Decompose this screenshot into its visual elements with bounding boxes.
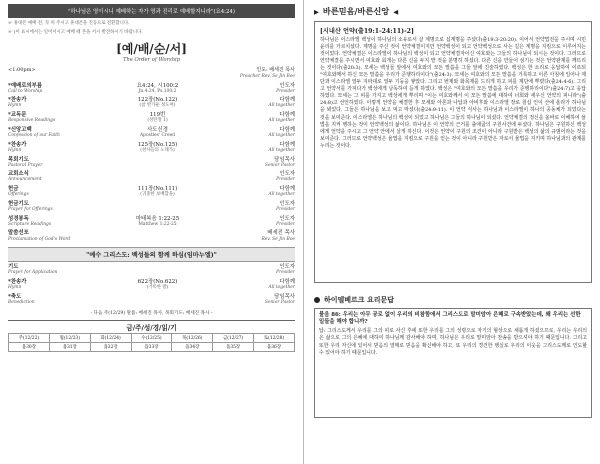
order-item-leader [215, 230, 295, 242]
order-item-ko: 교회소식 [8, 171, 29, 178]
order-item-ko: *교독문 [8, 112, 27, 119]
order-item-who: 배세진 목사 [267, 230, 295, 237]
reading-chapter-cell: 욥35장 [213, 342, 254, 351]
order-item-ko: 기도 [8, 264, 19, 271]
order-item-who-en: Presider [276, 270, 295, 276]
order-item-ko: *축도 [8, 293, 22, 300]
order-item [8, 171, 295, 183]
triangle-left-icon: ◀ [393, 7, 399, 16]
order-item-title [8, 142, 100, 154]
order-list [8, 83, 295, 243]
order-item [8, 186, 295, 198]
order-item-leader [215, 171, 295, 183]
reading-days-row [9, 333, 295, 342]
sermon-title-box: "예수 그리스도: 백성들의 함께 하심(임마누엘)" [8, 247, 295, 262]
order-item-leader [215, 201, 295, 213]
order-item [8, 294, 295, 306]
order-item-title [8, 230, 100, 242]
order-item-en: Pastoral Prayer [8, 162, 43, 168]
order-item-en: Hymn [8, 147, 22, 153]
scripture-banner: "하나님은 영이시니 예배하는 자가 영과 진리로 예배할지니라"(요4:24) [8, 4, 295, 18]
covenant-article-box [314, 21, 592, 283]
order-item-mid-en: (참 반가운 성도여) [139, 103, 176, 109]
order-item-ko: *예배로의부름 [8, 82, 43, 89]
catechism-heading-label: 하이델베르크 요리문답 [324, 295, 395, 304]
order-item-detail [113, 112, 203, 124]
order-item-who: 인도자 [279, 82, 295, 89]
catechism-answer: 답: 그리스도께서 우리를 그의 피로 사신 후에 또한 우리를 그의 성령으로 자기의 형상으로 새롭게 하셨으므로, 우리는 우리의 온 삶으로 그의 은혜에 대하여 하나님께 감사해야 하며, 하나님은 우리로 말미암아 찬송을 받으셔야 하기 때문입니다. 그리고 또한 우리 자신에 있어서 믿음의 열매로 믿음을 확신해야 하고, 또 우리의 경건한 행실로 우리의 이웃을 그리스도께로 인도할 수 있어야 하기 때문입니다. [319, 328, 587, 356]
order-item-en: Confession of our Faith [8, 133, 60, 139]
reading-chapter-cell: 욥33장 [131, 342, 172, 351]
order-item-detail [113, 279, 203, 291]
reading-chapters-row [9, 342, 295, 351]
reading-day-cell: 주(12/22) [9, 333, 50, 342]
order-item-leader [215, 186, 295, 198]
order-item-ko: 성경봉독 [8, 215, 29, 222]
order-item-detail [113, 186, 203, 198]
order-item-who: 인도자 [279, 264, 295, 271]
order-item-title [8, 216, 100, 228]
order-item [8, 127, 295, 139]
order-item-leader [215, 157, 295, 169]
order-item-mid: 122장(No.122) [137, 97, 178, 104]
order-item-detail [113, 127, 203, 139]
order-item-title [8, 264, 100, 276]
reading-chapter-cell: 욥31장 [49, 342, 90, 351]
triangle-right-icon: ▶ [314, 7, 319, 16]
order-item-title [8, 97, 100, 109]
teaching-column [304, 0, 600, 464]
order-item-who-en: Presider [276, 206, 295, 212]
order-item-mid-en: Matthew 1:22-25 [138, 221, 177, 227]
order-item-who: 담임목사 [274, 293, 295, 300]
order-item-leader [215, 279, 295, 291]
order-item-leader [215, 97, 295, 109]
order-item-leader [215, 127, 295, 139]
order-item-leader [215, 112, 295, 124]
order-item-who: 다함께 [279, 97, 295, 104]
order-item-mid-en: (성탄절 1) [147, 118, 168, 124]
article-body: 하나님은 이스라엘 백성이 하나님의 소유로서 살 계명으로 십계명을 주셨다(출19:3-20:20). 이어서 언약법전을 주시며 시민 윤리를 가르치셨다. 계명을 주신 것이 언약체결이지만 언약백성이 되고 언약백성으로 사는 길은 계명을 지킴으로 이루어지는 것이었다. 언약체결은 이스라엘이 하나님의 백성이 되고 언약체결자이신 여호와는 그들의 하나님이 되시는 것이다. 그러므로 언약체결을 주시면서 여호와 회개는 다른 신을 두지 말 것을 분명히 하셨다. 다른 신을 만들어 섬기는 것은 언약관계를 깨뜨리는 것이다(출20:3). 모세는 백성들 앞에서 여호와의 모든 말씀을 그들 앞에 진술하였다. 백성은 한 소리로 응답하여 이르되 "여호와께서 하신 모든 말씀을 우리가 준행하리이다"(출24:3). 모세는 여호와의 모든 말씀을 기록하고 이른 아침에 일어나 제단과 이스라엘 열두 지파대로 열두 기둥을 쌓았다. 그리고 번제와 화목제를 드리게 하고 피를 제단에 뿌렸다(출24:4-6). 그리고 언약서를 가져다가 백성에게 낭독하여 듣게 하였다. 백성은 "여호와의 모든 말씀을 우리가 준행하리이다"(출24:7)고 응답하였다. 모세는 그 피를 가지고 백성에게 뿌리며 "이는 여호와께서 이 모든 말씀에 대하여 너희와 세우신 언약의 피니라"(출24:8)고 선언하였다. 이렇게 언약을 체결한 후 모세와 아론과 나답과 아비후와 이스라엘 장로 칠십 인이 산에 올라가 하나님을 뵈었다. 그들은 하나님을 보고 먹고 마셨다(출24:9-11). 이 언약 식사는 하나님과 이스라엘이 하나의 공동체가 되었다는 것을 보여준다. 이스라엘은 하나님의 백성이 되었고 하나님은 그들의 하나님이 되셨다. 언약체결의 정신을 올바로 이해하여 율법을 지켜 행하는 것이 언약백성의 삶이다. 하나님은 이 언약의 근거를 출애굽의 구원사건에 두셨다. 하나님은 구원하신 백성에게 언약을 주시고 그 언약 안에서 살게 하신다. 이것은 언약이 구원의 조건이 아니라 구원받은 백성의 삶의 규범이라는 것을 보여준다. 그러므로 언약백성은 율법을 지킴으로 구원을 얻는 것이 아니라 구원받은 자로서 율법을 지키며 하나님과의 관계를 누리는 것이다. [320, 37, 586, 149]
order-item-en: Call to Worship [8, 88, 43, 94]
order-item [8, 201, 295, 213]
order-item-who-en: Senior Pastor [264, 162, 295, 168]
order-item-who-en: All together [268, 147, 295, 153]
order-item-ko: 목회기도 [8, 156, 29, 163]
catechism-question: 물음 86: 우리는 아무 공로 없이 우리의 비참함에서 그리스도로 말미암아 은혜로 구속받았는데, 왜 우리는 선한 일들을 해야 합니까? [319, 312, 581, 326]
order-item-ko: 말씀선포 [8, 230, 29, 237]
order-item-mid-en: (거룩한 밤) [146, 285, 169, 291]
order-item [8, 112, 295, 124]
order-item-mid: 125장(No.125) [137, 141, 178, 148]
preacher-ko: 인도: 배세진 목사 [256, 67, 295, 73]
order-item-title [8, 201, 100, 213]
order-item [8, 264, 295, 276]
order-item-who: 다함께 [279, 126, 295, 133]
preacher-info [240, 67, 295, 80]
order-item [8, 83, 295, 95]
order-item-who-en: Presider [276, 177, 295, 183]
order-item-title [8, 171, 100, 183]
next-week-leaders: - 다음 주(12/29) 말씀: 배세진 목사, 목회기도: 배세진 목사 - [90, 310, 213, 316]
order-item-detail [113, 83, 203, 95]
order-item [8, 230, 295, 242]
order-item-mid: 요4:24, 시100:2 [136, 82, 179, 89]
order-item-who: 다함께 [279, 186, 295, 193]
article-title: [시내산 언약(출19:1-24:11)-2] [320, 28, 414, 35]
reading-day-cell: 수(12/25) [131, 333, 172, 342]
order-item-en: Scripture Readings [8, 221, 52, 227]
order-item-en: Offerings [8, 192, 29, 198]
reading-day-cell: 목(12/26) [172, 333, 213, 342]
order-item-who-en: All together [268, 192, 295, 198]
order-item-mid-en: (천사들의 노래가) [140, 147, 175, 153]
bullet-dot-icon [314, 297, 320, 303]
order-item-ko: *신앙고백 [8, 126, 32, 133]
order-item [8, 142, 295, 154]
order-item-en: Responsive Readings [8, 118, 56, 124]
order-item-en: Proclamation of God's Word [8, 236, 71, 242]
order-item-detail [113, 142, 203, 154]
order-item-ko: *찬송가 [8, 141, 27, 148]
order-item-mid: 마태복음 1:22-25 [135, 215, 180, 222]
order-list-after-sermon [8, 264, 295, 306]
order-item-title [8, 83, 100, 95]
order-item-leader [215, 216, 295, 228]
order-item-detail [113, 97, 203, 109]
order-item-who-en: Senior Pastor [264, 299, 295, 305]
page-title: [예/배/순/서] [116, 42, 187, 56]
reading-plan-title: 금/주/성/경/읽/기 [8, 320, 295, 332]
right-section-heading [314, 6, 592, 17]
service-time: <1:00pm> [8, 67, 36, 73]
order-item-mid-en: Jn.4:24, Ps.100:2 [138, 88, 177, 94]
order-item [8, 279, 295, 291]
catechism-box [314, 308, 592, 418]
service-time-row [8, 67, 295, 80]
order-item [8, 157, 295, 169]
order-item-mid: 사도신경 [147, 126, 168, 133]
order-item-en: Prayer for Application [8, 270, 58, 276]
order-item-en: Prayer for Offerings [8, 206, 53, 212]
order-item-leader [215, 142, 295, 154]
order-item-mid-en: Apostles' Creed [140, 133, 175, 139]
catechism-heading [314, 295, 592, 305]
order-item-ko: *찬송가 [8, 278, 27, 285]
order-item-ko: 헌금기도 [8, 200, 29, 207]
order-item-title [8, 127, 100, 139]
order-item-title [8, 279, 100, 291]
order-item-who-en: All together [268, 118, 295, 124]
order-item-title [8, 294, 100, 306]
order-item-who: 인도자 [279, 171, 295, 178]
order-item [8, 97, 295, 109]
order-item-who-en: All together [268, 103, 295, 109]
order-item-leader [215, 264, 295, 276]
reading-day-cell: 금(12/27) [213, 333, 254, 342]
order-item-who-en: Rev. Se Jin Boe [261, 236, 295, 242]
order-item-leader [215, 294, 295, 306]
order-item-who-en: All together [268, 285, 295, 291]
order-item-en: Benediction [8, 299, 35, 305]
order-item-who: 담임목사 [274, 156, 295, 163]
notice-phone: ☞ 휴대폰 예배 전, 꼭 꺼 주시고 휴대폰을 진동으로 전환합니다. [8, 21, 130, 26]
order-item-mid: 111장(No.111) [137, 186, 178, 193]
order-item-title [8, 157, 100, 169]
order-item-who: 다함께 [279, 112, 295, 119]
order-item-mid: 622장(No.622) [137, 278, 178, 285]
order-item-ko: 헌금 [8, 186, 19, 193]
reading-chapter-cell: 욥34장 [172, 342, 213, 351]
right-heading-label: 바른믿음/바른신앙 [322, 6, 390, 16]
order-item [8, 216, 295, 228]
reading-chapter-cell: 욥30장 [9, 342, 50, 351]
page-subtitle: The Order of Worship [122, 57, 181, 63]
order-item-mid: 119번 [149, 112, 166, 119]
order-item-who-en: All together [268, 133, 295, 139]
order-item-title [8, 112, 100, 124]
order-item-who: 다함께 [279, 141, 295, 148]
order-item-en: Hymn [8, 103, 22, 109]
order-item-who: 다함께 [279, 278, 295, 285]
reading-plan-table [8, 333, 295, 352]
notice-stand: ☞ (이 표시에서는 일어서시고 예배 때 본을 서시 발견하시기 바랍니다. [8, 30, 143, 35]
reading-day-cell: 월(12/23) [49, 333, 90, 342]
order-item-title [8, 186, 100, 198]
order-item-detail [113, 216, 203, 228]
order-item-mid-en: (귀중한 보배합을) [140, 192, 175, 198]
order-item-en: Hymn [8, 285, 22, 291]
reading-chapter-cell: 욥32장 [90, 342, 131, 351]
order-item-who-en: Presider [276, 88, 295, 94]
reading-day-cell: 화(12/24) [90, 333, 131, 342]
order-item-who: 인도자 [279, 215, 295, 222]
order-item-who-en: Presider [276, 221, 295, 227]
order-item-ko: *찬송가 [8, 97, 27, 104]
order-item-who: 인도자 [279, 200, 295, 207]
order-item-leader [215, 83, 295, 95]
reading-chapter-cell: 욥36장 [254, 342, 295, 351]
reading-day-cell: 토(12/28) [254, 333, 295, 342]
preacher-en: Preacher Rev. Se Jin Boe [239, 74, 295, 79]
order-item-en: Announcement [8, 177, 42, 183]
